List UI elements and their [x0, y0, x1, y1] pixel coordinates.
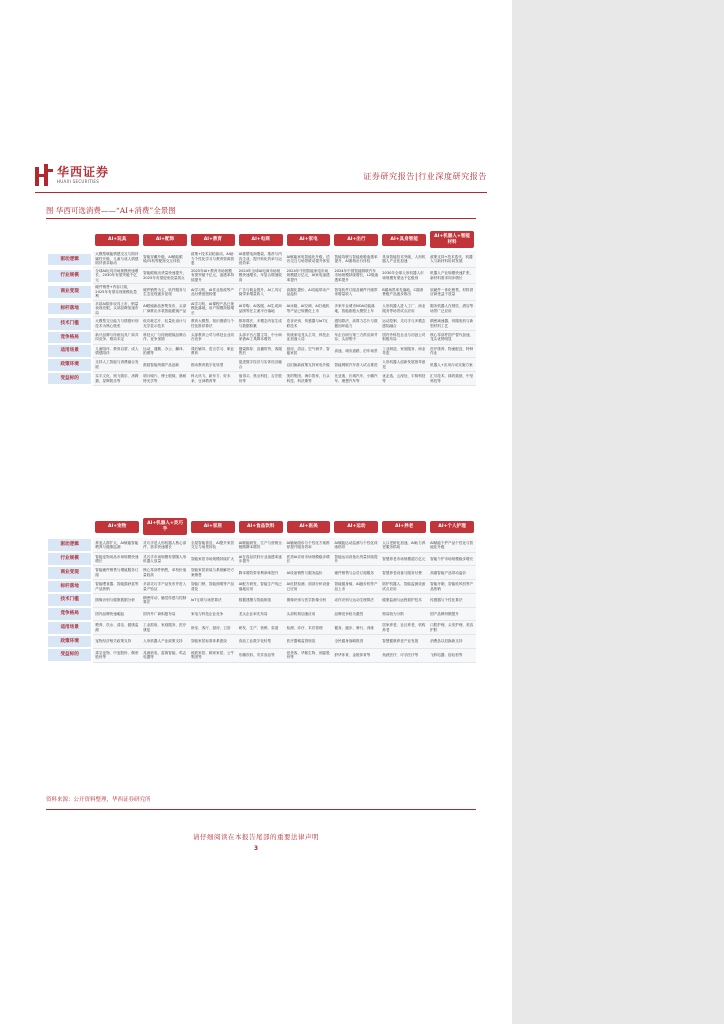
header-row [46, 515, 476, 538]
table-cell: 教育大模型、知识图谱与个性化推荐算法 [189, 317, 237, 331]
corner-cell [46, 228, 93, 251]
table-cell: 智能个护市场规模稳步增长 [428, 552, 476, 566]
table-cell: 全球AI玩具市场规模快速增长，2030年有望突破千亿元 [93, 267, 141, 283]
table-cell: 以旧换新政策支持家电升级 [285, 358, 333, 372]
table-cell: 硬件销售与会员订阅服务 [332, 566, 380, 580]
column-header [332, 228, 380, 251]
table-cell: 精密传动、触觉传感与控制算法 [141, 593, 189, 607]
column-header-label: AI+养老 [382, 521, 426, 533]
table-cell: IoT互联与场景算法 [189, 593, 237, 607]
table-row [46, 621, 476, 635]
row-header [46, 552, 93, 566]
table-row [46, 358, 476, 372]
table-cell: 头部教育公司与科技企业同台竞争 [189, 331, 237, 345]
column-header [285, 515, 333, 538]
row-header-label: 商业变现 [48, 286, 91, 298]
table-cell: 动作识别与运动生理算法 [332, 593, 380, 607]
source-divider [46, 809, 476, 810]
table-cell: 国内品牌快速崛起 [93, 607, 141, 621]
row-header-label: 驱动逻辑 [48, 539, 91, 551]
row-header-label: 驱动逻辑 [48, 254, 91, 266]
table-cell: 图像识别与健康数据分析 [93, 593, 141, 607]
consumer-ai-matrix-2 [46, 515, 476, 663]
table-cell: 推荐算法、多模态内容生成与数据积累 [237, 317, 285, 331]
table-cell: 医疗康养、物流配送、特种作业 [428, 344, 476, 358]
table-cell: AI赋能研发、生产与营销全链路降本增效 [237, 538, 285, 552]
table-cell: 国内外厂商积极布局 [141, 607, 189, 621]
table-cell: 感知算法、高算力芯片与数据闭环能力 [332, 317, 380, 331]
table-row [46, 566, 476, 580]
table-cell: 值得买、焦点科技、吉宏股份等 [237, 372, 285, 386]
table-cell: 精密减速器、伺服电机与新型材料工艺 [428, 317, 476, 331]
column-header-label: AI+机器人+灵巧手 [143, 518, 187, 535]
row-header [46, 284, 93, 300]
table-cell: AI配方研发、智能生产线已落地应用 [237, 580, 285, 594]
table-cell: 人形机器人进入工厂、商业服务等场景试点应用 [380, 300, 428, 316]
table-cell: 2030年全球人形机器人市场规模有望达千亿级别 [380, 267, 428, 283]
table-cell: AI赋能个护产品个性化与智能化升级 [428, 538, 476, 552]
column-header-label: AI+机器人+智能材料 [430, 231, 474, 248]
header-divider [35, 192, 487, 193]
table-row [46, 593, 476, 607]
table-cell: 智能穿戴升级，AI赋能眼镜/耳机等配饰交互体验 [141, 251, 189, 267]
table-cell: 智能喂食器、智能猫砂盆等产品热销 [93, 580, 141, 594]
table-cell: AI导购、AI客服、AI生成商品图等在主流平台落地 [237, 300, 285, 316]
consumer-ai-matrix-1 [46, 228, 476, 386]
table-cell: 健身、跑步、骑行、训练 [332, 621, 380, 635]
column-header-label: AI+家电 [287, 234, 331, 246]
logo-text: 华西证券 [57, 165, 110, 179]
table-row [46, 648, 476, 662]
table-cell: AI学习机、AI课程产品已规模化落地，用户规模持续增长 [189, 300, 237, 316]
table-cell: 具身智能技术突破，人形机器人产业化加速 [380, 251, 428, 267]
table-cell: 人口老龄化加速，AI助力养老服务供给 [380, 538, 428, 552]
table-cell: 软硬件一体化销售，材料供应商受益于放量 [428, 284, 476, 300]
column-header-label: AI+个人护理 [430, 521, 474, 533]
table-row [46, 552, 476, 566]
table-cell: 国内外科技企业与初创公司积极布局 [380, 331, 428, 345]
table-cell: 陪护机器人、智能监测设备试点应用 [380, 580, 428, 594]
table-cell: 高端智能产品带动溢价 [428, 566, 476, 580]
column-header-label: AI+食品饮料 [239, 521, 283, 533]
row-header [46, 267, 93, 283]
table-cell: AI冰箱、AI空调、AI扫地机等产品已规模化上市 [285, 300, 333, 316]
table-cell: 头部平台占据主导，中小商家借AI工具降本增效 [237, 331, 285, 345]
table-cell: 硬件销售+内容订阅，2025年有望实现规模化盈利 [93, 284, 141, 300]
table-cell: 东鹏饮料、安井食品等 [237, 648, 285, 662]
row-header-label: 政策环境 [48, 636, 91, 648]
column-header-label: AI+出行 [334, 234, 378, 246]
table-cell: 智慧健康养老产业发展 [380, 635, 428, 649]
table-cell: 口腔护理、头发护理、美容护肤 [428, 621, 476, 635]
table-cell: 智能家居标准体系建设 [189, 635, 237, 649]
table-cell: 美的集团、海尔智家、石头科技、科沃斯等 [285, 372, 333, 386]
table-cell: 消费品以旧换新支持 [428, 635, 476, 649]
table-cell: 喂养、饮水、清洁、健康监测 [93, 621, 141, 635]
table-cell: 智能健身镜、AI跑步机等产品上市 [332, 580, 380, 594]
column-header-label: AI+家居 [191, 521, 235, 533]
table-cell: 实丰文化、奥飞娱乐、汤姆猫、星辉娱乐等 [93, 372, 141, 386]
table-cell: AI在食品饮料行业渗透率逐步提升 [237, 552, 285, 566]
source-note: 资料来源：公开资料整理，华西证券研究所 [46, 797, 151, 803]
row-header-label: 受益标的 [48, 649, 91, 661]
row-header-label: 适用场景 [48, 622, 91, 634]
table-row [46, 607, 476, 621]
table-cell: 课后辅导、语言学习、职业教育 [189, 344, 237, 358]
row-header-label: 行业规模 [48, 553, 91, 565]
column-header-label: AI+医美 [287, 521, 331, 533]
table-cell: 人形机器人创新发展指导意见 [380, 358, 428, 372]
table-cell: 高端化提价，AI功能带动产品溢价 [285, 284, 333, 300]
table-cell: 宠物经济相关政策支持 [93, 635, 141, 649]
table-cell: 爱美客、华熙生物、朗姿股份等 [285, 648, 333, 662]
table-cell: 支持人工智能与消费融合发展 [93, 358, 141, 372]
column-header [285, 228, 333, 251]
row-header [46, 580, 93, 594]
row-header [46, 372, 93, 386]
logo-subtext: HUAXI SECURITIES [57, 179, 100, 184]
table-cell: 推动教育数字化转型 [189, 358, 237, 372]
table-cell: 食品工业数字化转型 [237, 635, 285, 649]
table-cell: 搜索推荐、直播带货、客服售后 [237, 344, 285, 358]
table-cell: 多款AI陪伴玩具上市，销量表现亮眼，头部品牌加速布局 [93, 300, 141, 316]
table-cell: 医美AI应用市场规模稳步增长 [285, 552, 333, 566]
table-cell: 2024年中国智能网联汽车市场规模持续增长，L2级渗透率提升 [334, 268, 379, 282]
row-header [46, 358, 93, 372]
row-header-label: 技术门槛 [48, 594, 91, 606]
table-cell: 2024年全球AI电商市场规模快速增长，年复合增速较高 [237, 267, 285, 283]
header-row [46, 228, 476, 251]
table-row [46, 635, 476, 649]
table-row [46, 331, 476, 345]
table-row [46, 284, 476, 300]
row-header-label: 竞争格局 [48, 608, 91, 620]
table-cell: 飞科电器、倍轻松等 [428, 648, 476, 662]
table-cell: 智能驾驶与智能座舱渗透率提升，AI重构出行体验 [332, 251, 380, 267]
table-cell: 灵巧手市场规模有望随人形机器人放量 [141, 552, 189, 566]
column-header-label: AI+玩具 [95, 234, 139, 246]
column-header [93, 515, 141, 538]
table-cell: AI赋能家电智能化升级，语音交互与场景联动提升体验 [285, 251, 333, 267]
table-cell: 智能眼镜出货量快速提升，2025年有望迎来放量拐点 [141, 267, 189, 283]
column-header [141, 228, 189, 251]
table-cell: 传感器与个性化算法 [428, 593, 476, 607]
column-header [428, 228, 476, 251]
row-header-label: 标杆落地 [48, 303, 91, 315]
page-number: 3 [253, 845, 259, 852]
table-cell: AI辅助面诊与个性化方案推荐提升服务效率 [285, 538, 333, 552]
table-cell: 智能门锁、智能照明等产品普及 [189, 580, 237, 594]
table-cell: 智能家居套装与系统解决方案销售 [189, 566, 237, 580]
column-header-label: AI+配饰 [143, 234, 187, 246]
table-cell: 全屋智能普及，AI提升家居交互与场景体验 [189, 538, 237, 552]
table-row [46, 251, 476, 267]
row-header [46, 331, 93, 345]
table-cell: 卧室、客厅、厨房、卫浴 [189, 621, 237, 635]
table-cell: 品牌竞争较为激烈 [332, 607, 380, 621]
row-header-label: 技术门槛 [48, 318, 91, 330]
table-cell: 鼓励智能终端产品创新 [141, 358, 189, 372]
table-cell: 核心零部件销售，单机价值量较高 [141, 566, 189, 580]
table-cell: 多款灵巧手产品发布并进入量产验证 [141, 580, 189, 594]
table-cell: 优必选、云深处、宇树科技等 [380, 372, 428, 386]
table-cell: 智慧养老设备与服务付费 [380, 566, 428, 580]
table-cell: 智能牙刷、智能吹风机等产品热销 [428, 580, 476, 594]
table-cell: 人形机器人产业政策支持 [141, 635, 189, 649]
table-cell: 汇川技术、绿的谐波、中坚科技等 [428, 372, 476, 386]
table-cell: AI重塑电商搜索、推荐与内容生成，提升转化效率与运营效率 [237, 251, 285, 267]
table-cell: 语音识别、传感器与IoT互联技术 [285, 317, 333, 331]
table-cell: 乖宝宠物、中宠股份、佩蒂股份等 [93, 648, 141, 662]
table-cell: 智能网联汽车准入试点推进 [332, 358, 380, 372]
table-cell: 运动、通勤、办公、翻译、拍照等 [141, 344, 189, 358]
table-cell: 居家养老、社区养老、机构养老 [380, 621, 428, 635]
table-cell: AI赋能运动监测与个性化训练指导 [332, 538, 380, 552]
table-cell: 明月镜片、博士眼镜、康耐特光学等 [141, 372, 189, 386]
side-panel [512, 0, 724, 1024]
table-cell: 广告与佣金提升，AI工具订阅带来增量收入 [237, 284, 285, 300]
table-cell: 智慧养老市场规模超万亿元 [380, 552, 428, 566]
table-cell: B端场景率先落地，C端消费级产品逐步推出 [380, 284, 428, 300]
table-cell: 工业制造、家庭服务、商业导览 [380, 344, 428, 358]
row-header [46, 566, 93, 580]
table-cell: AI眼镜新品密集发布，头部厂商推出多款智能眼镜产品 [141, 300, 189, 316]
table-row [46, 372, 476, 386]
row-header-label: 标杆落地 [48, 581, 91, 593]
table-cell: 机器人+应用行动实施方案 [428, 358, 476, 372]
table-cell: 兆威机电、雷赛智能、鸣志电器等 [141, 648, 189, 662]
table-cell: 2024年中国智能家电市场规模超万亿元，AI家电渗透率提升 [285, 267, 333, 283]
row-header [46, 635, 93, 649]
table-cell: 图像识别与医学影像分析 [285, 593, 333, 607]
table-cell: 降本增效带来利润率提升 [237, 566, 285, 580]
table-cell: 工业抓取、家庭服务、医疗康复 [141, 621, 189, 635]
table-row [46, 580, 476, 594]
table-cell: 智驾软件订阅及硬件升级带来增量收入 [332, 284, 380, 300]
row-header [46, 344, 93, 358]
table-cell: 低功耗芯片、轻量化设计与光学显示技术 [141, 317, 189, 331]
table-cell: 核心零部件国产替代加速，龙头优势明显 [428, 331, 476, 345]
column-header [93, 228, 141, 251]
table-cell: 政策+技术双轮驱动，AI助力个性化学习与教育资源普惠 [189, 251, 237, 267]
table-cell: AI学习机、AI作业批改等产品付费意愿较强 [189, 284, 237, 300]
row-header [46, 317, 93, 331]
row-header-label: 政策环境 [48, 359, 91, 371]
row-header-label: 适用场景 [48, 345, 91, 357]
table-cell: 服务机器人在餐饮、酒店等场景广泛应用 [428, 300, 476, 316]
table-cell: 健康监测与远程看护技术 [380, 593, 428, 607]
column-header [237, 228, 285, 251]
table-cell: 欧派家居、顾家家居、公牛集团等 [189, 648, 237, 662]
row-header-label: 竞争格局 [48, 332, 91, 344]
table-cell: 新兴品牌与传统玩具厂商共同竞争，格局未定 [93, 331, 141, 345]
table-cell: 传统家电龙头主导，科技企业加速入局 [285, 331, 333, 345]
table-cell: 舒华体育、金陵体育等 [332, 648, 380, 662]
huaxi-logo-icon [35, 164, 53, 186]
table-cell: 智能宠物用品市场规模快速增长 [93, 552, 141, 566]
table-row [46, 538, 476, 552]
table-cell: 数据建模与智能制造 [237, 593, 285, 607]
column-header [237, 515, 285, 538]
table-cell: 养宠人群扩大，AI赋能智能喂养与健康监测 [93, 538, 141, 552]
column-header-label: AI+宠物 [95, 521, 139, 533]
row-header [46, 607, 93, 621]
table-cell: 智能硬件销售与增值服务订阅 [93, 566, 141, 580]
row-header [46, 538, 93, 552]
table-cell: 科大讯飞、新东方、好未来、豆神教育等 [189, 372, 237, 386]
row-header-label: 行业规模 [48, 270, 91, 282]
table-cell: 运动控制、灵巧手与多模态感知融合 [380, 317, 428, 331]
table-cell: 龙头企业率先布局 [237, 607, 285, 621]
table-cell: 2025年AI+教育市场规模有望突破千亿元，渗透率持续提升 [189, 267, 237, 283]
table-cell: 促进数字经济与实体经济融合 [237, 358, 285, 372]
column-header [189, 228, 237, 251]
table-cell: 检测、诊疗、术后管理 [285, 621, 333, 635]
row-header [46, 300, 93, 316]
table-row [46, 267, 476, 283]
table-cell: 车企自研与第三方供应商并存，头部集中 [332, 331, 380, 345]
table-cell: 医疗器械监管规范 [285, 635, 333, 649]
table-row [46, 344, 476, 358]
column-header [332, 515, 380, 538]
table-cell: 硬件销售为主，软件服务与生态变现逐步显现 [141, 284, 189, 300]
table-cell: 高速、城市道路、泊车场景 [332, 344, 380, 358]
column-header-label: AI+教育 [191, 234, 235, 246]
table-cell: 政策支持+技术迭代，机器人与新材料协同发展 [428, 251, 476, 267]
table-cell: 研发、生产、营销、渠道 [237, 621, 285, 635]
table-cell: 智能家居市场规模持续扩大 [189, 552, 237, 566]
report-type: 证券研究报告|行业深度研究报告 [363, 172, 487, 181]
table-cell: 头部机构加速应用 [285, 607, 333, 621]
legal-disclaimer: 请仔细阅读在本报告尾部的重要法律声明 [193, 833, 319, 841]
table-cell: 多家车企城市NOA功能落地，智能座舱大模型上车 [332, 300, 380, 316]
column-header-label: AI+具身智能 [382, 234, 426, 246]
column-header [428, 515, 476, 538]
table-cell: AI设备销售与服务溢价 [285, 566, 333, 580]
table-cell: 灵巧手是人形机器人核心部件，需求快速增长 [141, 538, 189, 552]
row-header-label: 商业变现 [48, 567, 91, 579]
table-cell: 智能运动设备出货量持续提升 [332, 552, 380, 566]
table-cell: 格局较为分散 [380, 607, 428, 621]
table-cell: 国产品牌份额提升 [428, 607, 476, 621]
table-cell: 全民健身战略推进 [332, 635, 380, 649]
table-cell: 科技大厂与传统眼镜品牌合作，竞争加剧 [141, 331, 189, 345]
table-cell: 儿童陪伴、教育启蒙、成人情感陪伴 [93, 344, 141, 358]
row-header [46, 593, 93, 607]
row-header-label: 受益标的 [48, 373, 91, 385]
column-header [189, 515, 237, 538]
table-cell: 机器人产业规模快速扩张，新材料需求同步增长 [428, 267, 476, 283]
table-cell: 大模型交互能力与情感识别技术为核心壁垒 [93, 317, 141, 331]
column-header-label: AI+运动 [334, 521, 378, 533]
table-row [46, 317, 476, 331]
table-cell: 厨房、清洁、空气调节、智能家居 [285, 344, 333, 358]
table-cell: 大模型赋能情感交互与陪伴属性升级，儿童与成人情感陪伴需求驱动 [93, 251, 141, 267]
table-cell: AI皮肤检测、面部分析设备已应用 [285, 580, 333, 594]
table-cell: 比亚迪、长城汽车、小鹏汽车、理想汽车等 [332, 372, 380, 386]
column-header [380, 228, 428, 251]
table-row [46, 300, 476, 316]
figure-title: 图 华西可选消费——“AI+消费”全景图 [46, 206, 176, 215]
row-header [46, 648, 93, 662]
column-header [380, 515, 428, 538]
table-cell: 家电与科技企业竞争 [189, 607, 237, 621]
figure-divider [46, 218, 476, 219]
column-header [141, 515, 189, 538]
corner-cell [46, 515, 93, 538]
row-header [46, 621, 93, 635]
column-header-label: AI+电商 [239, 234, 283, 246]
report-header [35, 162, 487, 192]
row-header [46, 251, 93, 267]
table-cell: 鱼跃医疗、可孚医疗等 [380, 648, 428, 662]
